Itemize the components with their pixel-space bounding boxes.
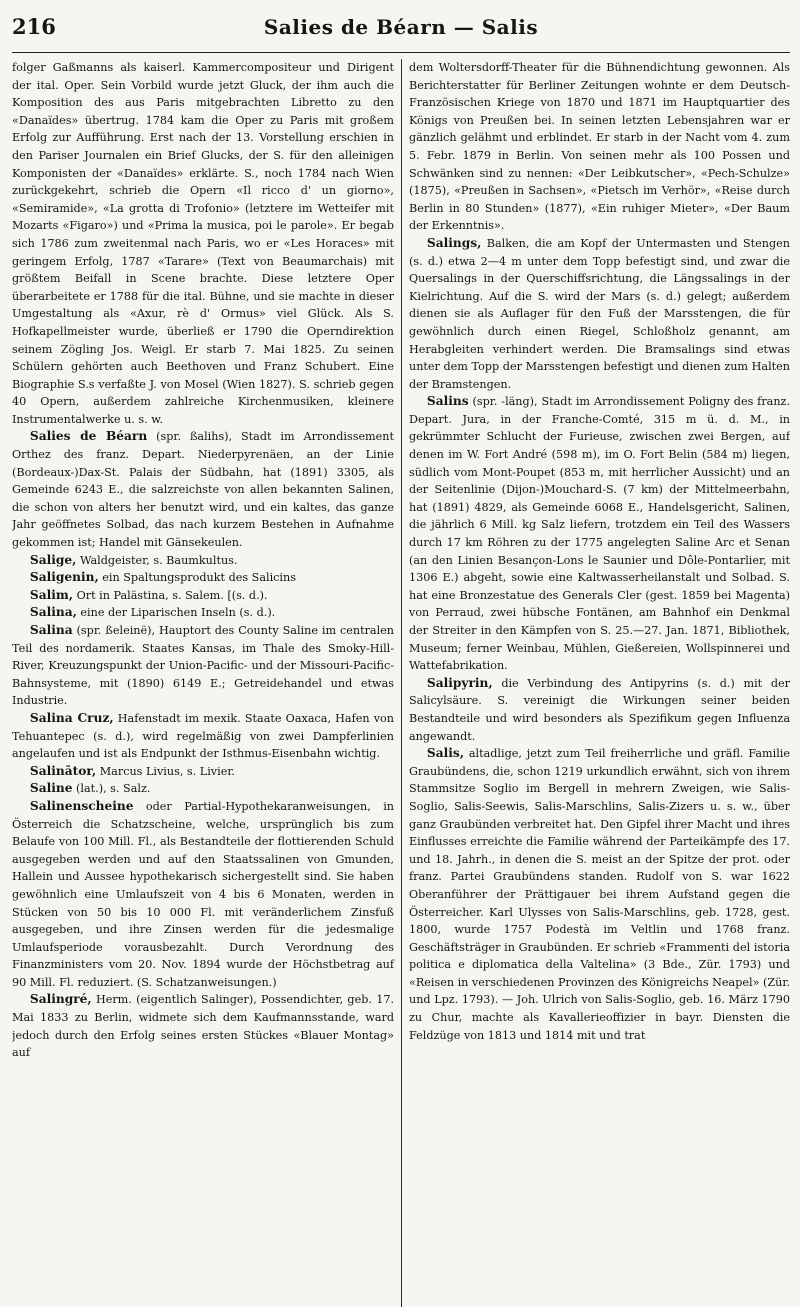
left-column — [12, 59, 401, 1307]
entry-headword: Salings, — [426, 235, 482, 250]
continued-text — [12, 59, 394, 428]
entry-text: Marcus Livius, s. Livier. — [96, 764, 235, 778]
entry-text: Waldgeister, s. Baumkultus. — [76, 553, 238, 567]
entry-headword: Salina, — [29, 605, 77, 620]
entry-headword: Salim, — [29, 587, 74, 602]
entry-text: (lat.), s. Salz. — [72, 782, 151, 796]
entry-headword: Saligenin, — [29, 570, 99, 585]
dictionary-entry — [12, 587, 394, 605]
entry-text: Hafenstadt im mexik. Staate Oaxaca, Hafen von Tehuantepec (s. d.), wird regelmäßig von zwei Dampferlinien angelaufen und ist als Endpunkt der Isthmus-Eisenbahn wichtig. — [12, 711, 394, 761]
dictionary-entry — [12, 780, 394, 798]
entry-text: die Verbindung des Antipyrins (s. d.) mit der Salicylsäure. S. vereinigt die Wirkungen seiner beiden Bestandteile und wird besonders als Spezifikum gegen Influenza angewandt. — [409, 676, 790, 743]
right-column — [401, 59, 790, 1307]
page-number: 216 — [12, 14, 56, 39]
page-header — [12, 14, 790, 53]
dictionary-entry — [12, 604, 394, 622]
entry-headword: Salis, — [426, 746, 464, 761]
entry-headword: Salinenscheine — [29, 798, 134, 813]
dictionary-entry — [12, 552, 394, 570]
dictionary-entry — [12, 428, 394, 551]
entry-text: Ort in Palästina, s. Salem. [(s. d.). — [73, 588, 268, 602]
entry-text: oder Partial-Hypothekaranweisungen, in Österreich die Schatzscheine, welche, ursprünglich bis zum Belaufe von 100 Mill. Fl., als Bestandteile der flottierenden Schuld ausgegeben werden und auf den Staatssalinen von Gmunden, Hallein und Aussee hypothekarisch sichergestellt sind. Sie haben gewöhnlich eine Umlaufszeit von 4 bis 6 Monaten, werden in Stücken von 50 bis 10 000 Fl. mit veränderlichem Zinsfuß ausgegeben, und ihre Zinsen werden für die jedesmalige Umlaufsperiode vorausbezahlt. Durch Verordnung des Finanzministers vom 20. Nov. 1894 wurde der Höchstbetrag auf 90 Mill. Fl. reduziert. (S. Schatzanweisungen.) — [12, 799, 394, 989]
entry-headword: Salinātor, — [29, 763, 97, 778]
dictionary-entry — [12, 991, 394, 1061]
entry-text: altadlige, jetzt zum Teil freiherrliche und gräfl. Familie Graubündens, die, schon 1219 urkundlich erwähnt, sich von ihrem Stammsitze Soglio im Bergell in mehrern Zweigen, wie Salis-Soglio, Salis-Seewis, Salis-Marschlins, Salis-Zizers u. s. w., über ganz Graubünden verbreitet hat. Den Gipfel ihrer Macht und ihres Einflusses erreichte die Familie während der Parteikämpfe des 17. und 18. Jahrh., in denen die S. meist an der Spitze der prot. oder franz. Partei Graubündens standen. Rudolf von S. war 1622 Oberanführer der Prättigauer bei ihrem Aufstand gegen die Österreicher. Karl Ulysses von Salis-Marschlins, geb. 1728, gest. 1800, wurde 1757 Podestà im Veltlin und 1768 franz. Geschäftsträger in Graubünden. Er schrieb «Frammenti del istoria politica e diplomatica della Valtelina» (3 Bde., Zür. 1793) und «Reisen in verschiedenen Provinzen des Königreichs Neapel» (Zür. und Lpz. 1793). — Joh. Ulrich von Salis-Soglio, geb. 16. März 1790 zu Chur, machte als Kavallerieoffizier in bayr. Diensten die Feldzüge von 1813 und 1814 mit und trat — [409, 747, 790, 1042]
dictionary-entry — [409, 745, 790, 1044]
entry-text: ein Spaltungsprodukt des Salicins — [98, 571, 296, 585]
entry-headword: Salins — [426, 394, 469, 409]
entry-text: dem Woltersdorff-Theater für die Bühnendichtung gewonnen. Als Berichterstatter für Berliner Zeitungen wohnte er dem Deutsch-Französischen Kriege von 1870 und 1871 im Hauptquartier des Königs von Preußen bei. In seinen letzten Lebensjahren war er gänzlich gelähmt und erblindet. Er starb in der Nacht vom 4. zum 5. Febr. 1879 in Berlin. Von seinen mehr als 100 Possen und Schwänken sind zu nennen: «Der Leibkutscher», «Pech-Schulze» (1875), «Preußen in Sachsen», «Pietsch im Verhör», «Reise durch Berlin in 80 Stunden» (1877), «Ein ruhiger Mieter», «Der Baum der Erkenntnis». — [409, 61, 790, 233]
entry-headword: Salina — [29, 623, 73, 637]
dictionary-entry — [12, 763, 394, 781]
entry-text: (spr. ßalihs), Stadt im Arrondissement Orthez des franz. Depart. Niederpyrenäen, an der Linie (Bordeaux-)Dax-St. Palais der Südbahn, hat (1891) 3305, als Gemeinde 6243 E., die salzreichste von allen bekannten Salinen, die schon von alters her benutzt wird, und ein kaltes, das ganze Jahr geöffnetes Solbad, das nach kurzem Bestehen in Aufnahme gekommen ist; Handel mit Gänsekeulen. — [12, 430, 394, 550]
dictionary-entry — [12, 798, 394, 992]
entry-headword: Salige, — [29, 552, 77, 567]
continued-text — [409, 59, 790, 235]
dictionary-entry — [12, 569, 394, 587]
entry-text: eine der Liparischen Inseln (s. d.). — [76, 606, 276, 620]
dictionary-entry — [12, 710, 394, 763]
entry-text: (spr. -läng), Stadt im Arrondissement Poligny des franz. Depart. Jura, in der Franche-Comté, 315 m ü. d. M., in gekrümmter Schlucht der Furieuse, zwischen zwei Bergen, auf denen im W. Fort André (598 m), im O. Fort Belin (584 m) liegen, südlich vom Mont-Poupet (853 m, mit herrlicher Aussicht) und an der Seitenlinie (Dijon-)Mouchard-S. (7 km) der Mittelmeerbahn, hat (1891) 4829, als Gemeinde 6068 E., Handelsgericht, Salinen, die jährlich 6 Mill. kg Salz liefern, trotzdem ein Teil des Wassers durch 17 km Röhren zu der 1775 angelegten Saline Arc et Senan (an den Linien Besançon-Lons le Saunier und Dôle-Pontarlier, mit 1306 E.) abgeht, sowie eine Kaltwasserheilanstalt und Solbad. S. hat eine Bronzestatue des Generals Cler (gest. 1859 bei Magenta) von Perraud, zwei hübsche Fontänen, am Bahnhof ein Denkmal der Streiter in den Kämpfen von S. 25.—27. Jan. 1871, Bibliothek, Museum; ferner Weinbau, Mühlen, Gießereien, Wollspinnerei und Wattefabrikation. — [409, 395, 790, 673]
running-title: Salies de Béarn — Salis — [263, 15, 539, 39]
entry-headword: Salies de Béarn — [29, 429, 148, 444]
entry-headword: Saline — [29, 781, 73, 796]
dictionary-entry — [409, 675, 790, 745]
text-columns — [12, 59, 790, 1307]
entry-headword: Salina Cruz, — [29, 710, 114, 725]
entry-headword: Salingré, — [29, 992, 92, 1007]
entry-text: (spr. ßeleinë), Hauptort des County Saline im centralen Teil des nordamerik. Staates Kansas, im Thale des Smoky-Hill-River, Kreuzungspunkt der Union-Pacific- und der Missouri-Pacific-Bahnsysteme, mit (1890) 6149 E.; Getreidehandel und etwas Industrie. — [12, 624, 394, 708]
entry-headword: Salipyrin, — [426, 675, 493, 690]
dictionary-entry — [409, 235, 790, 393]
dictionary-entry — [12, 622, 394, 710]
entry-text: Herm. (eigentlich Salinger), Possendichter, geb. 17. Mai 1833 zu Berlin, widmete sich dem Kaufmannsstande, ward jedoch durch den Erfolg seines ersten Stückes «Blauer Montag» auf — [12, 993, 394, 1060]
entry-text: Balken, die am Kopf der Untermasten und Stengen (s. d.) etwa 2—4 m unter dem Topp befestigt sind, und zwar die Quersalings in der Querschiffsrichtung, die Längssalings in der Kielrichtung. Auf die S. wird der Mars (s. d.) gelegt; außerdem dienen sie als Auflager für den Fuß der Marsstengen, die für gewöhnlich durch einen Riegel, Schloßholz genannt, am Herabgleiten verhindert werden. Die Bramsalings sind etwas unter dem Topp der Marsstengen befestigt und dienen zum Halten der Bramstengen. — [409, 236, 790, 391]
entry-text: folger Gaßmanns als kaiserl. Kammercompositeur und Dirigent der ital. Oper. Sein Vorbild wurde jetzt Gluck, der ihm auch die Komposition des aus Paris mitgebrachten Libretto zu den «Danaïdes» übertrug. 1784 kam die Oper zu Paris mit großem Erfolg zur Aufführung. Erst nach der 13. Vorstellung erschien in den Pariser Journalen ein Brief Glucks, der S. für den alleinigen Komponisten der «Danaïdes» erklärte. S., noch 1784 nach Wien zurückgekehrt, schrieb die Opern «Il ricco d' un giorno», «Semiramide», «La grotta di Trofonio» (letztere im Wetteifer mit Mozarts «Figaro») und «Prima la musica, poi le parole». Er begab sich 1786 zum zweitenmal nach Paris, wo er «Les Horaces» mit geringem Erfolg, 1787 «Tarare» (Text von Beaumarchais) mit größtem Beifall in Scene brachte. Diese letztere Oper überarbeitete er 1788 für die ital. Bühne, und sie machte in dieser Umgestaltung als «Axur, rè d' Ormus» viel Glück. Als S. Hofkapellmeister wurde, überließ er 1790 die Operndirektion seinem Zögling Jos. Weigl. Er starb 7. Mai 1825. Zu seinen Schülern gehörten auch Beethoven und Franz Schubert. Eine Biographie S.s verfaßte J. von Mosel (Wien 1827). S. schrieb gegen 40 Opern, außerdem zahlreiche Kirchenmusiken, kleinere Instrumentalwerke u. s. w. — [12, 61, 394, 426]
dictionary-entry — [409, 393, 790, 675]
